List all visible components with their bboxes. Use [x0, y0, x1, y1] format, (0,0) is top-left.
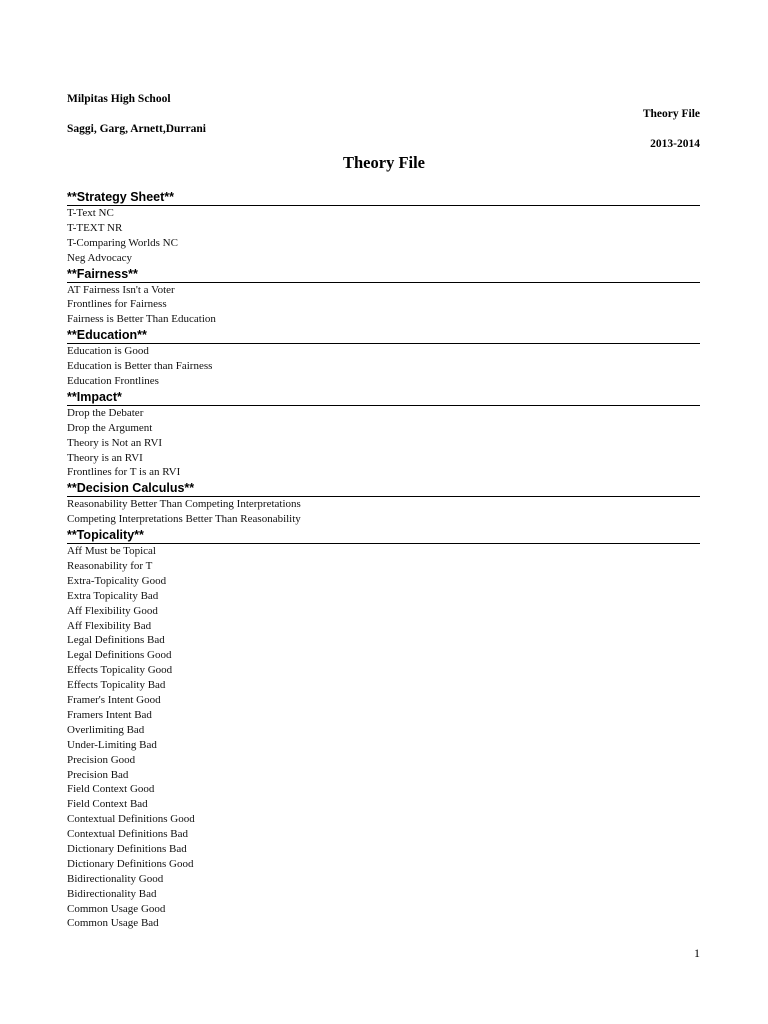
file-label: Theory File [642, 108, 700, 120]
section-heading: **Topicality** [67, 527, 700, 544]
toc-item: Under-Limiting Bad [67, 738, 157, 751]
toc-item: Overlimiting Bad [67, 723, 145, 736]
toc-item: Drop the Debater [67, 406, 144, 419]
section-heading: **Impact* [67, 389, 700, 406]
section-heading: **Strategy Sheet** [67, 189, 700, 206]
toc-item: Education is Good [67, 345, 149, 358]
section-heading: **Fairness** [67, 266, 700, 283]
toc-item: Aff Flexibility Bad [67, 619, 152, 632]
year: 2013-2014 [650, 138, 700, 150]
toc-item: T-Comparing Worlds NC [67, 236, 178, 249]
toc-item: Dictionary Definitions Bad [67, 842, 187, 855]
toc-item: Extra Topicality Bad [67, 589, 159, 602]
toc-item: Legal Definitions Bad [67, 634, 165, 647]
toc-item: Contextual Definitions Bad [67, 828, 188, 841]
toc-item: Aff Must be Topical [67, 545, 156, 558]
authors: Saggi, Garg, Arnett,Durrani [67, 123, 206, 135]
toc-item: Field Context Good [67, 783, 155, 796]
table-of-contents [67, 189, 700, 931]
toc-item: Extra-Topicality Good [67, 574, 167, 587]
toc-item: Frontlines for T is an RVI [67, 466, 181, 479]
section-heading: **Education** [67, 327, 700, 344]
toc-item: Theory is an RVI [67, 451, 143, 464]
toc-item: Reasonability Better Than Competing Interpretations [67, 498, 301, 511]
toc-item: T-Text NC [67, 207, 114, 219]
section-heading: **Decision Calculus** [67, 480, 700, 497]
document-title: Theory File [342, 153, 426, 172]
toc-item: Aff Flexibility Good [67, 604, 158, 617]
toc-item: T-TEXT NR [67, 221, 123, 234]
toc-item: Education Frontlines [67, 375, 159, 388]
toc-item: Effects Topicality Good [67, 664, 173, 677]
page-number: 1 [694, 946, 700, 960]
toc-item: Field Context Bad [67, 798, 148, 811]
toc-item: Effects Topicality Bad [67, 679, 166, 692]
toc-item: Precision Good [67, 753, 136, 766]
toc-item: Framer's Intent Good [67, 694, 161, 707]
toc-item: Precision Bad [67, 768, 129, 781]
toc-item: Legal Definitions Good [67, 649, 172, 662]
toc-item: Reasonability for T [67, 560, 153, 573]
toc-item: Education is Better than Fairness [67, 360, 213, 373]
toc-item: Frontlines for Fairness [67, 298, 167, 311]
toc-item: Drop the Argument [67, 421, 153, 434]
toc-item: Fairness is Better Than Education [67, 313, 216, 326]
toc-item: Framers Intent Bad [67, 708, 152, 721]
toc-item: Bidirectionality Bad [67, 887, 157, 900]
toc-item: Common Usage Bad [67, 917, 159, 930]
school-name: Milpitas High School [67, 93, 171, 105]
toc-item: Common Usage Good [67, 902, 166, 915]
toc-item: Neg Advocacy [67, 251, 133, 264]
toc-item: Theory is Not an RVI [67, 436, 163, 449]
toc-item: Competing Interpretations Better Than Reasonability [67, 513, 301, 526]
toc-item: AT Fairness Isn't a Voter [67, 283, 175, 296]
toc-item: Bidirectionality Good [67, 872, 164, 885]
toc-item: Contextual Definitions Good [67, 813, 195, 826]
toc-item: Dictionary Definitions Good [67, 857, 194, 870]
